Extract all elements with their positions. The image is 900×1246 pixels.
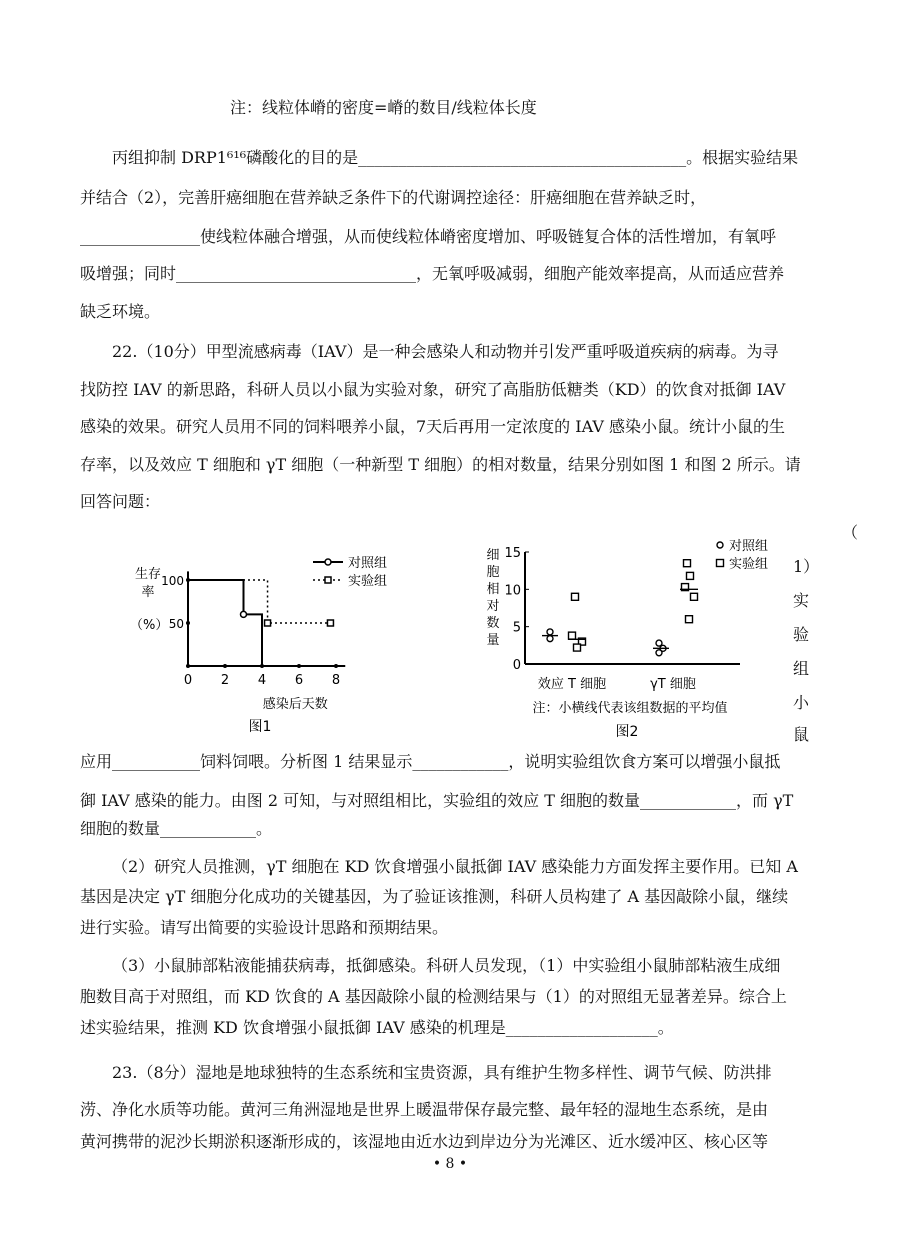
text-line: 22.（10分）甲型流感病毒（IAV）是一种会感染人和动物并引发严重呼吸道疾病的病毒。为寻 <box>112 342 779 361</box>
text-line: 黄河携带的泥沙长期淤积逐渐形成的，该湿地由近水边到岸边分为光滩区、近水缓冲区、核心区等 <box>80 1132 769 1151</box>
y-tick-label: 5 <box>512 620 521 636</box>
y-tick-label: 10 <box>504 583 521 599</box>
side-char: （ <box>842 523 859 542</box>
text-line: 23.（8分）湿地是地球独特的生态系统和宝贵资源，具有维护生物多样性、调节气候、防洪排 <box>112 1063 772 1082</box>
x-tick-mark <box>297 664 301 668</box>
text-line: 注：线粒体嵴的密度=嵴的数目/线粒体长度 <box>230 98 537 117</box>
chart-note: 注：小横线代表该组数据的平均值 <box>532 701 728 716</box>
experimental-point <box>691 593 698 600</box>
x-tick-mark <box>186 664 190 668</box>
experimental-point <box>687 572 694 579</box>
control-point <box>547 629 553 635</box>
y-axis-label: 相 <box>486 582 500 597</box>
y-axis-label: 数 <box>486 616 500 631</box>
x-tick-label: 2 <box>220 673 230 688</box>
side-char: 组 <box>793 659 810 678</box>
page-number: • 8 • <box>432 1156 468 1172</box>
experimental-point <box>569 632 576 639</box>
legend-label-experimental: 实验组 <box>348 574 388 589</box>
category-label: γT 细胞 <box>650 677 696 692</box>
experimental-point <box>572 593 579 600</box>
experimental-point <box>686 616 693 623</box>
text-line: 胞数目高于对照组，而 KD 饮食的 A 基因敲除小鼠的检测结果与（1）的对照组无显著差异。综合上 <box>80 987 787 1006</box>
series-line-experimental <box>188 580 330 623</box>
y-axis-label: 生存 <box>134 567 162 582</box>
x-tick-label: 0 <box>183 673 193 688</box>
text-line: 吸增强；同时______________________________，无氧呼吸减弱，细胞产能效率提高，从而适应营养 <box>80 264 785 283</box>
text-line: 述实验结果，推测 KD 饮食增强小鼠抵御 IAV 感染的机理是___________________。 <box>80 1018 674 1037</box>
x-tick-label: 6 <box>294 673 304 688</box>
side-char: 1） <box>793 557 820 576</box>
text-line: _______________使线粒体融合增强，从而使线粒体嵴密度增加、呼吸链复合体的活性增加，有氧呼 <box>80 227 777 246</box>
legend-label-control: 对照组 <box>348 556 388 571</box>
side-char: 小 <box>793 693 810 712</box>
y-tick-mark <box>186 621 190 625</box>
legend-marker-control <box>325 559 331 565</box>
text-line: 进行实验。请写出简要的实验设计思路和预期结果。 <box>80 918 449 937</box>
figure-caption: 图1 <box>248 719 272 735</box>
legend-label-experimental: 实验组 <box>729 557 769 572</box>
y-axis-label: 量 <box>486 633 500 648</box>
x-tick-mark <box>223 664 227 668</box>
experimental-point <box>574 644 581 651</box>
text-line: 基因是决定 γT 细胞分化成功的关键基因，为了验证该推测，科研人员构建了 A 基因敲除小鼠，继续 <box>80 887 789 906</box>
text-line: 回答问题： <box>80 492 161 511</box>
side-char: 鼠 <box>793 725 810 744</box>
experimental-point <box>265 620 271 626</box>
legend-label-control: 对照组 <box>729 539 769 554</box>
x-tick-label: 8 <box>331 673 341 688</box>
text-line: 丙组抑制 DRP1⁶¹⁶磷酸化的目的是_________________________________________。根据实验结果 <box>112 148 799 167</box>
y-axis-label: （%） <box>130 618 169 633</box>
side-char: 实 <box>793 591 810 610</box>
y-axis-label: 率 <box>141 585 155 600</box>
text-line: 找防控 IAV 的新思路，科研人员以小鼠为实验对象，研究了高脂肪低糖类（KD）的饮食对抵御 IAV <box>80 380 786 399</box>
side-char: 验 <box>793 625 810 644</box>
text-line: 涝、净化水质等功能。黄河三角洲湿地是世界上暖温带保存最完整、最年轻的湿地生态系统，是由 <box>80 1100 769 1119</box>
series-line-control <box>188 580 262 666</box>
text-line: 感染的效果。研究人员用不同的饲料喂养小鼠，7天后再用一定浓度的 IAV 感染小鼠。统计小鼠的生 <box>80 417 785 436</box>
legend-marker-experimental <box>717 560 724 567</box>
text-line: 应用___________饲料饲喂。分析图 1 结果显示____________，说明实验组饮食方案可以增强小鼠抵 <box>80 752 781 771</box>
x-tick-mark <box>334 664 338 668</box>
y-tick-label: 0 <box>512 658 521 673</box>
y-tick-label: 50 <box>168 617 184 631</box>
text-line: （3）小鼠肺部粘液能捕获病毒，抵御感染。科研人员发现，（1）中实验组小鼠肺部粘液生成细 <box>112 956 781 975</box>
x-axis-label: 感染后天数 <box>262 697 328 712</box>
experimental-point <box>327 620 333 626</box>
text-line: 缺乏环境。 <box>80 302 161 321</box>
y-tick-label: 15 <box>504 546 521 561</box>
control-point <box>547 636 553 642</box>
category-label: 效应 T 细胞 <box>537 677 607 692</box>
control-point <box>656 650 662 656</box>
figure-caption: 图2 <box>615 724 639 740</box>
text-line: 并结合（2），完善肝癌细胞在营养缺乏条件下的代谢调控途径：肝癌细胞在营养缺乏时， <box>80 188 707 207</box>
text-line: （2）研究人员推测，γT 细胞在 KD 饮食增强小鼠抵御 IAV 感染能力方面发挥主要作用。已知 A <box>112 857 798 876</box>
text-line: 存率，以及效应 T 细胞和 γT 细胞（一种新型 T 细胞）的相对数量，结果分别如图 1 和图 2 所示。请 <box>80 455 801 474</box>
figure-2-chart <box>475 535 785 745</box>
y-axis-label: 对 <box>486 599 500 614</box>
legend-marker-control <box>717 542 723 548</box>
x-tick-label: 4 <box>257 673 267 688</box>
y-tick-label: 100 <box>161 574 184 588</box>
text-line: 细胞的数量____________。 <box>80 819 273 838</box>
legend-marker-experimental <box>325 577 331 583</box>
y-axis-label: 细 <box>486 548 500 563</box>
text-line: 御 IAV 感染的能力。由图 2 可知，与对照组相比，实验组的效应 T 细胞的数量____________，而 γT <box>80 791 794 810</box>
figure-1-chart <box>118 548 388 738</box>
control-point <box>241 611 247 617</box>
y-axis-label: 胞 <box>486 565 500 580</box>
experimental-point <box>684 560 691 567</box>
